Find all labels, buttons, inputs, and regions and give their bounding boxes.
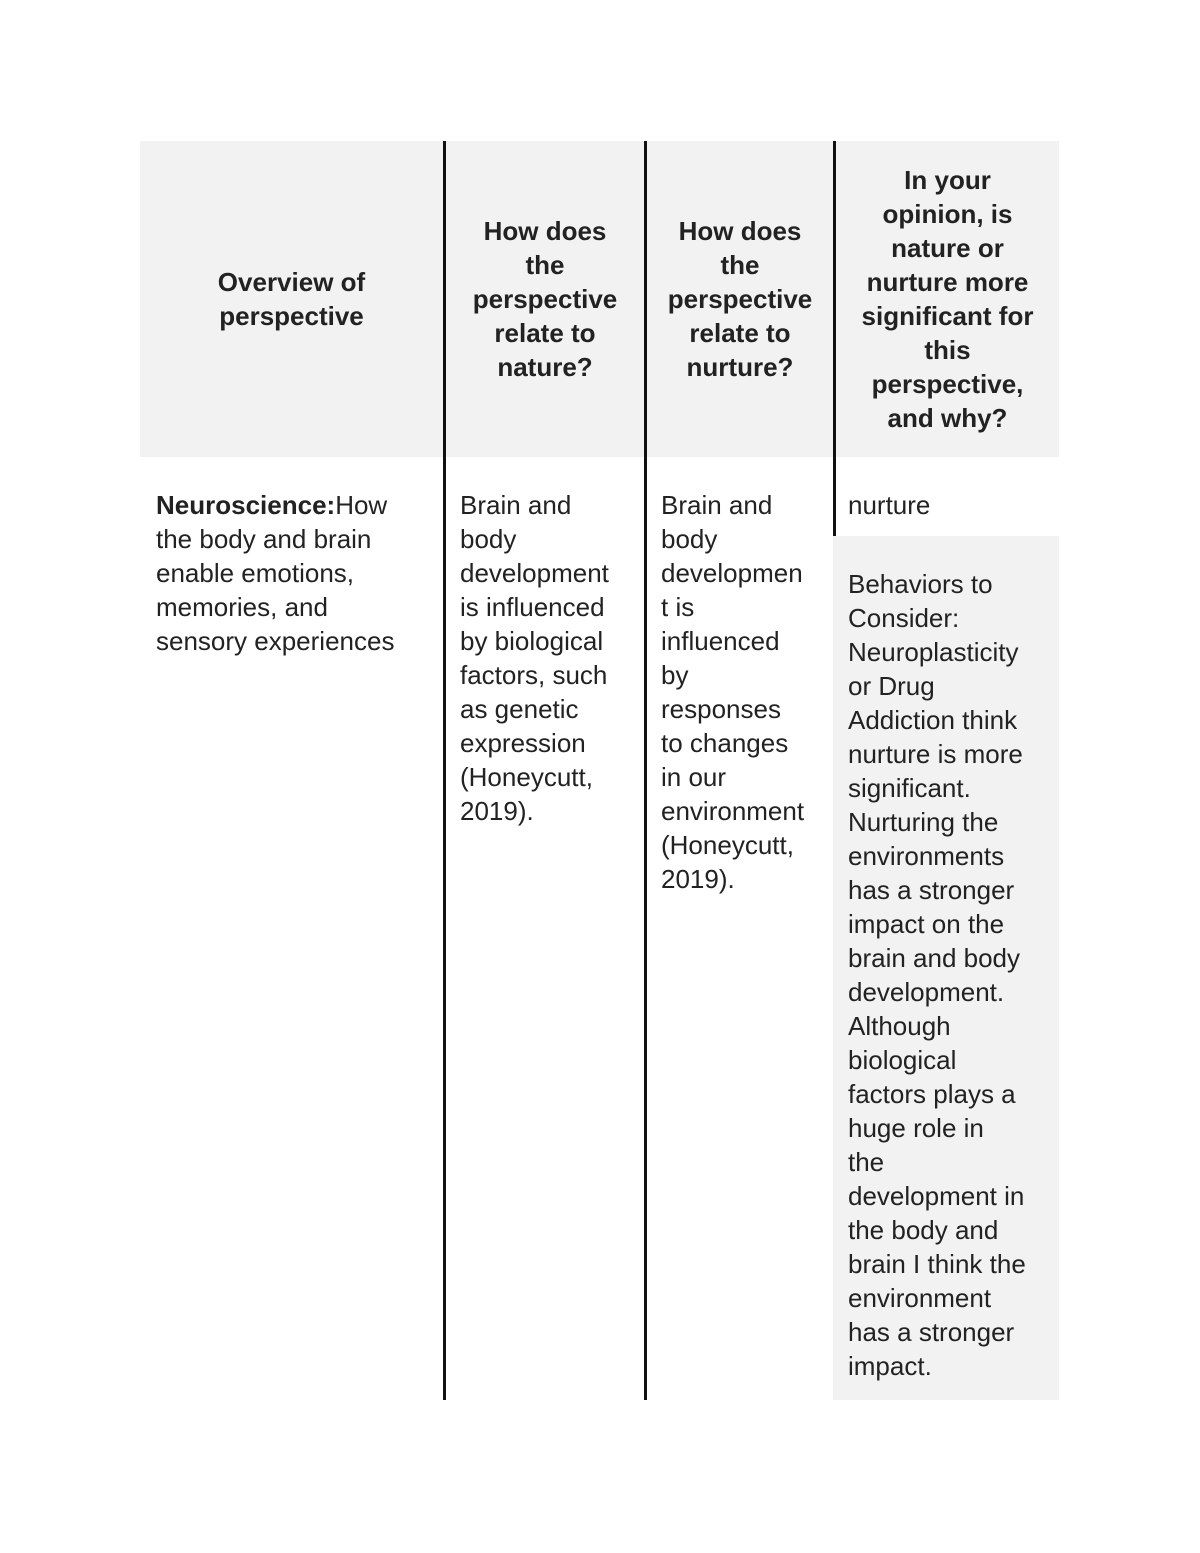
- column-divider: [644, 141, 647, 1400]
- column-divider: [443, 141, 446, 1400]
- opinion-explanation: Behaviors to Consider: Neuroplasticity or Drug Addiction think nurture is more significant. Nurturing the environments has a stronger impact on the brain and body development. Although biological factors plays a huge role in the development in the body and brain I think the environment has a stronger impact.: [848, 569, 1026, 1381]
- overview-cell: [156, 488, 436, 658]
- overview-text: How the body and brain enable emotions, memories, and sensory experiences: [156, 490, 395, 656]
- header-nature: How does the perspective relate to nature?: [472, 216, 618, 382]
- nurture-cell: Brain and body developmen t is influenced by responses to changes in our environment (Honeycutt, 2019).: [661, 490, 805, 894]
- column-divider: [833, 141, 836, 536]
- header-overview: Overview of perspective: [217, 267, 366, 331]
- header-nurture: How does the perspective relate to nurture?: [667, 216, 813, 382]
- opinion-answer: nurture: [848, 490, 931, 520]
- overview-term: Neuroscience:: [156, 490, 336, 520]
- comparison-table: [140, 141, 1059, 1400]
- header-opinion: In your opinion, is nature or nurture more significant for this perspective, and why?: [861, 165, 1034, 433]
- nature-cell: Brain and body development is influenced by biological factors, such as genetic expression (Honeycutt, 2019).: [460, 490, 609, 826]
